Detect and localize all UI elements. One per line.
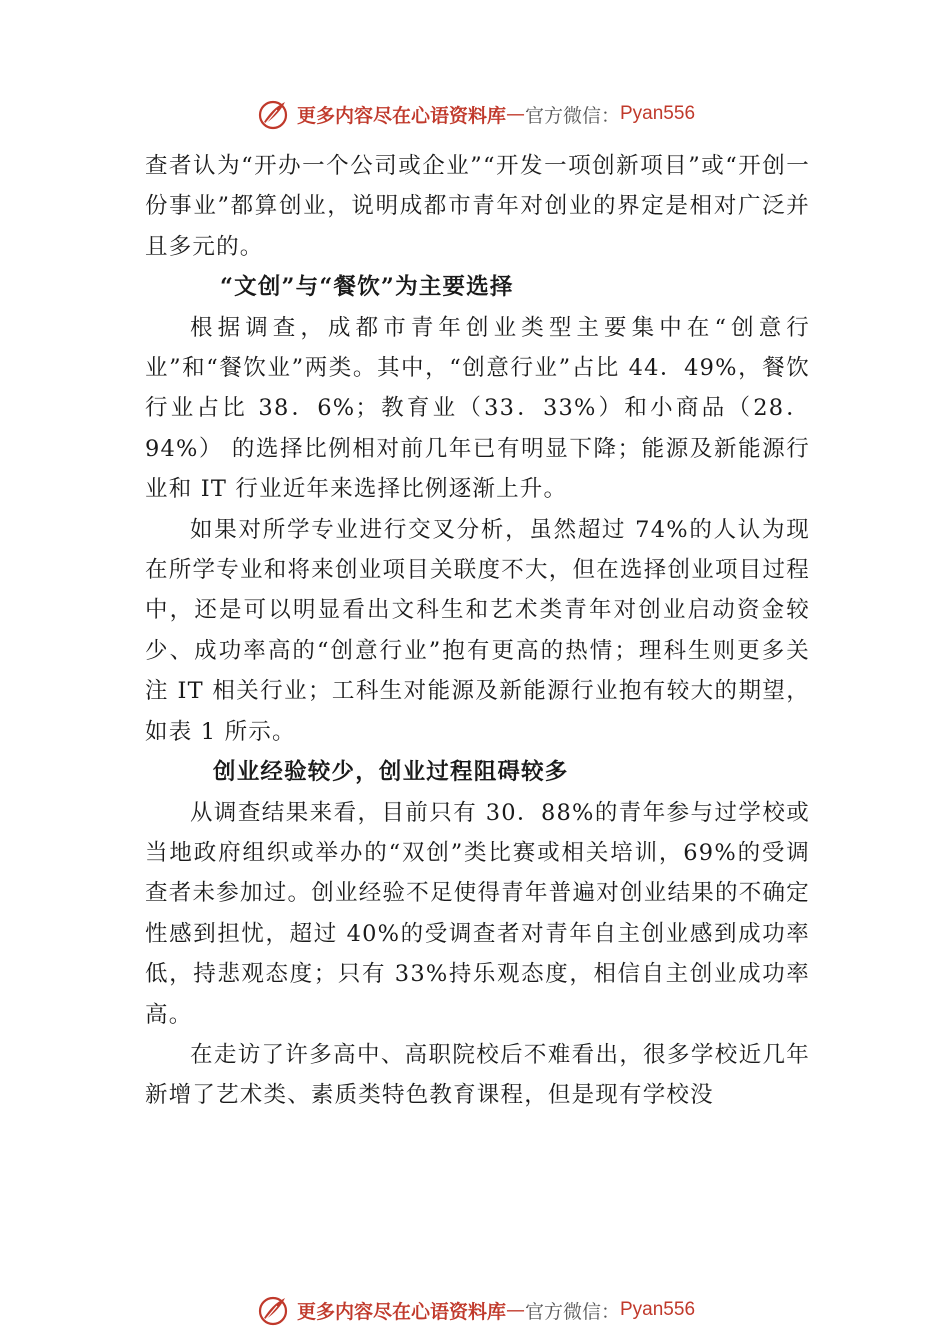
- paragraph-3: 如果对所学专业进行交叉分析，虽然超过 74%的人认为现在所学专业和将来创业项目关联度不大，但在选择创业项目过程中，还是可以明显看出文科生和艺术类青年对创业启动资金较少、成功率高的“创意行业”抱有更高的热情；理科生则更多关注 IT 相关行业；工科生对能源及新能源行业抱有较大的期望，如表 1 所示。: [145, 516, 810, 745]
- section-heading-1: “文创”与“餐饮”为主要选择: [220, 274, 514, 301]
- feather-pen-logo-icon: [255, 1292, 291, 1328]
- paragraph-2: 根据调查，成都市青年创业类型主要集中在“创意行业”和“餐饮业”两类。其中，“创意行业”占比 44．49%，餐饮行业占比 38．6%；教育业（33．33%）和小商品（28．94%） 的选择比例相对前几年已有明显下降；能源及新能源行业和 IT 行业近年来选择比例逐渐上升。: [145, 314, 810, 503]
- paragraph-1: 查者认为“开办一个公司或企业”“开发一项创新项目”或“开创一份事业”都算创业，说明成都市青年对创业的界定是相对广泛并且多元的。: [145, 153, 810, 260]
- banner-wechat-label: 官方微信：: [524, 1300, 620, 1323]
- banner-library-text: 更多内容尽在心语资料库: [296, 104, 506, 127]
- banner-wechat-handle: Pyan556: [620, 1299, 696, 1320]
- banner-wechat-label: 官方微信：: [524, 104, 620, 127]
- document-body: [145, 146, 810, 1116]
- header-banner: [0, 94, 950, 134]
- banner-library-text: 更多内容尽在心语资料库: [296, 1300, 506, 1323]
- paragraph-5: 在走访了许多高中、高职院校后不难看出，很多学校近几年新增了艺术类、素质类特色教育课程，但是现有学校没: [145, 1041, 810, 1109]
- section-heading-2: 创业经验较少，创业过程阻碍较多: [213, 759, 569, 786]
- footer-banner: [0, 1290, 950, 1330]
- feather-pen-logo-icon: [255, 96, 291, 132]
- banner-wechat-handle: Pyan556: [620, 103, 696, 124]
- banner-dash: —: [505, 1299, 525, 1321]
- paragraph-4: 从调查结果来看，目前只有 30．88%的青年参与过学校或当地政府组织或举办的“双创”类比赛或相关培训，69%的受调查者未参加过。创业经验不足使得青年普遍对创业结果的不确定性感到担忧，超过 40%的受调查者对青年自主创业感到成功率低，持悲观态度；只有 33%持乐观态度，相信自主创业成功率高。: [145, 799, 810, 1028]
- banner-dash: —: [505, 103, 525, 125]
